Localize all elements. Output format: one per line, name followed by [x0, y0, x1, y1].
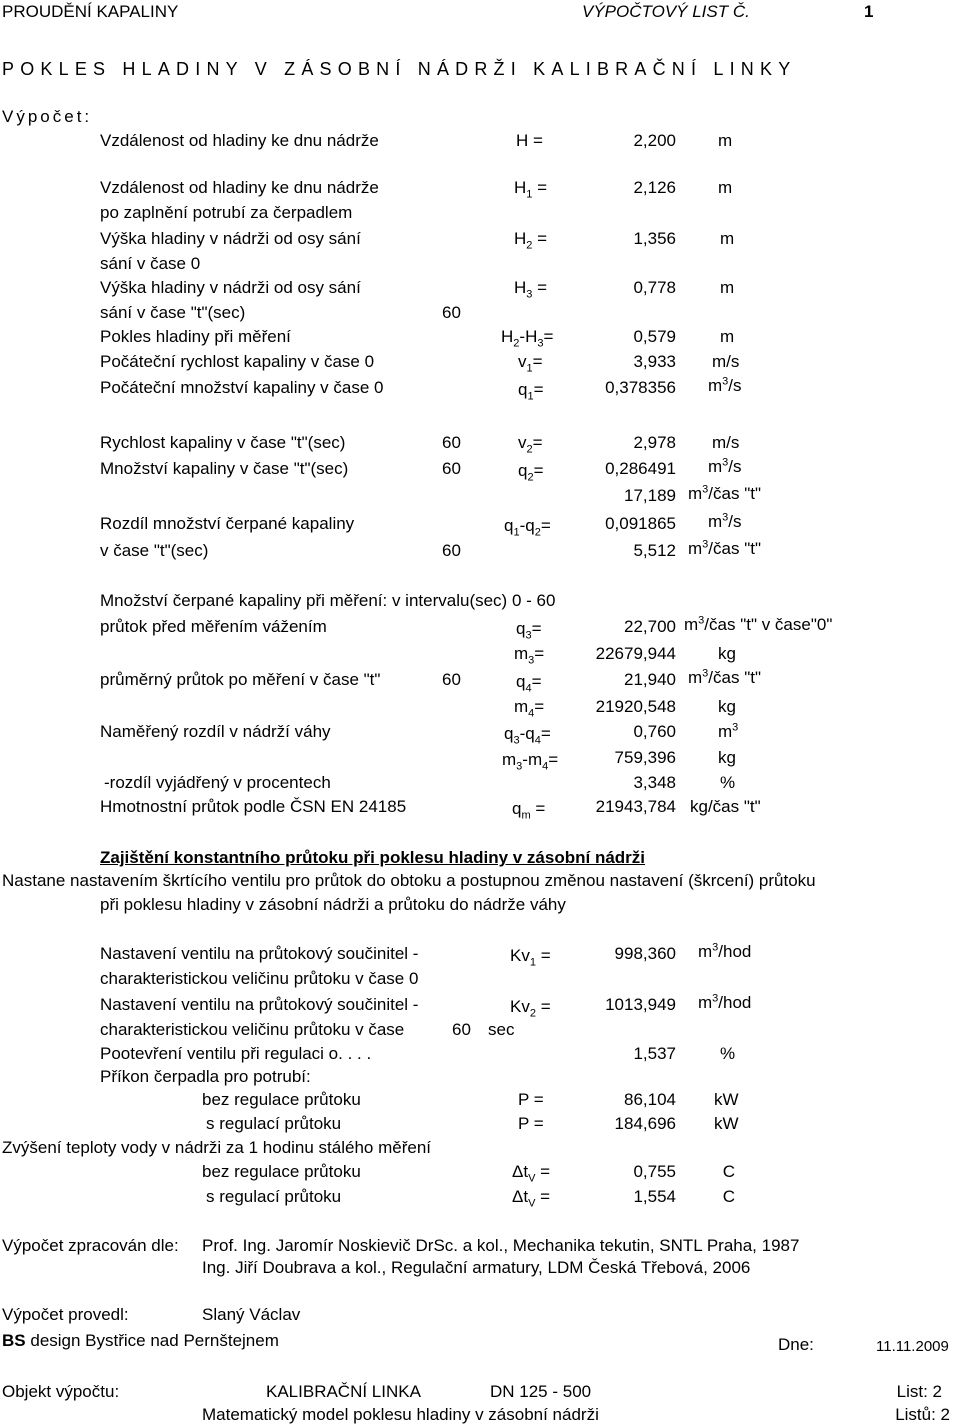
section-heading: Zajištění konstantního průtoku při poklesu hladiny v zásobní nádrži [100, 848, 646, 867]
drop-symbol: $H_2-H_3=$ [501, 327, 554, 350]
q3-symbol: $q_3=$ [516, 619, 542, 642]
h-value: 2,200 [633, 131, 676, 150]
measure-label: Množství čerpané kapaliny při měření: v intervalu(sec) 0 - 60 [100, 591, 556, 610]
p1-unit: kW [714, 1090, 739, 1109]
kv2-symbol: $Kv_2$ = [510, 997, 551, 1020]
t2-symbol: $\Delta t_V$ = [512, 1187, 551, 1210]
v1-symbol: $v_1=$ [518, 352, 543, 375]
h2-value: 1,356 [633, 229, 676, 248]
date-value: 11.11.2009 [876, 1338, 949, 1355]
qm-symbol: $q_m$ = [512, 799, 546, 822]
v2-label: Rychlost kapaliny v čase "t"(sec) [100, 433, 346, 452]
q2-symbol: $q_2=$ [518, 461, 544, 484]
kv2-time: 60 [452, 1020, 471, 1039]
q4-label: průměrný průtok po měření v čase "t" [100, 670, 381, 689]
qm-unit: kg/čas "t" [690, 797, 761, 816]
sheet-list: List: 2 [896, 1382, 942, 1401]
author-label: Výpočet provedl: [2, 1305, 129, 1324]
kv2-label-2: charakteristickou veličinu průtoku v čase [100, 1020, 405, 1039]
q3-label: průtok před měřením vážením [100, 617, 327, 636]
paragraph-line-2: při poklesu hladiny v zásobní nádrži a průtoku do nádrže váhy [100, 895, 566, 914]
t2-unit: C [722, 1187, 736, 1206]
header-left: PROUDĚNÍ KAPALINY [2, 2, 179, 21]
h1-label-2: po zaplnění potrubí za čerpadlem [100, 203, 353, 222]
h3-unit: m [720, 278, 735, 297]
sheet-count: Listů: 2 [895, 1405, 950, 1424]
p2-value: 184,696 [614, 1114, 676, 1133]
q4-unit: $m^3$/čas "t" [688, 667, 761, 687]
reference-1: Prof. Ing. Jaromír Noskievič DrSc. a kol., Mechanika tekutin, SNTL Praha, 1987 [202, 1236, 800, 1255]
drop-value: 0,579 [633, 327, 676, 346]
dq-symbol: $q_1-q_2=$ [504, 516, 551, 539]
open-label: Pootevření ventilu při regulaci o. . . . [100, 1044, 372, 1063]
reference-label: Výpočet zpracován dle: [2, 1236, 179, 1255]
kv2-label: Nastavení ventilu na průtokový součinitel - [100, 995, 419, 1014]
v2-value: 2,978 [633, 433, 676, 452]
dm-unit: kg [718, 748, 736, 767]
pct-unit: % [720, 773, 736, 792]
q1-value: 0,378356 [605, 378, 676, 397]
q4-value: 21,940 [624, 670, 676, 689]
h2-label: Výška hladiny v nádrži od osy sání [100, 229, 361, 248]
h3-value: 0,778 [633, 278, 676, 297]
m3-symbol: $m_3=$ [514, 644, 545, 667]
dv-label: Naměřený rozdíl v nádrží váhy [100, 722, 331, 741]
m4-symbol: $m_4=$ [514, 697, 545, 720]
v1-unit: m/s [712, 352, 740, 371]
dqb-unit: $m^3$/čas "t" [688, 538, 761, 558]
company-line [2, 1331, 279, 1351]
h1-value: 2,126 [633, 178, 676, 197]
object-label: Objekt výpočtu: [2, 1382, 120, 1401]
q3-value: 22,700 [624, 617, 676, 636]
company-name: design Bystřice nad Pernštejnem [30, 1331, 279, 1350]
dm-symbol: $m_3-m_4=$ [502, 750, 559, 773]
v1-value: 3,933 [633, 352, 676, 371]
p1-symbol: P = [518, 1090, 544, 1109]
h3-label-2: sání v čase "t"(sec) [100, 303, 246, 322]
kv1-symbol: $Kv_1$ = [510, 946, 551, 969]
company-logo: BS [2, 1331, 26, 1350]
h-label: Vzdálenost od hladiny ke dnu nádrže [100, 131, 379, 150]
v1-label: Počáteční rychlost kapaliny v čase 0 [100, 352, 375, 371]
q1-label: Počáteční množství kapaliny v čase 0 [100, 378, 384, 397]
h3-symbol: $H_3$ = [514, 278, 548, 301]
h2-symbol: $H_2$ = [514, 229, 548, 252]
dq-unit: $m^3/s$ [708, 511, 742, 531]
object-subtitle: Matematický model poklesu hladiny v zásobní nádrži [202, 1405, 599, 1424]
kv2-sec: sec [488, 1020, 515, 1039]
dq-label-2: v čase "t"(sec) [100, 541, 209, 560]
q3-unit: $m^3$/čas "t" v čase"0" [684, 614, 833, 634]
h1-label: Vzdálenost od hladiny ke dnu nádrže [100, 178, 379, 197]
kv2-value: 1013,949 [605, 995, 676, 1014]
v2-symbol: $v_2=$ [518, 433, 543, 456]
p1-label: bez regulace průtoku [202, 1090, 361, 1109]
t1-label: bez regulace průtoku [202, 1162, 361, 1181]
m3-unit: kg [718, 644, 736, 663]
m4-value: 21920,548 [595, 697, 676, 716]
q2b-unit: $m^3$/čas "t" [688, 483, 761, 503]
header-center: VÝPOČTOVÝ LIST Č. [582, 2, 750, 21]
h3-time: 60 [442, 303, 461, 322]
m4-unit: kg [718, 697, 736, 716]
q1-symbol: $q_1=$ [518, 380, 544, 403]
reference-2: Ing. Jiří Doubrava a kol., Regulační armatury, LDM Česká Třebová, 2006 [202, 1258, 751, 1277]
h2-label-2: sání v čase 0 [100, 254, 201, 273]
kv1-label-2: charakteristickou veličinu průtoku v čase 0 [100, 969, 419, 988]
section-label: Výpočet: [2, 107, 93, 126]
q2-time: 60 [442, 459, 461, 478]
q4-symbol: $q_4=$ [516, 672, 542, 695]
p2-symbol: P = [518, 1114, 544, 1133]
kv2-unit: $m^3$/hod [698, 992, 752, 1012]
v2-time: 60 [442, 433, 461, 452]
paragraph-line-1: Nastane nastavením škrtícího ventilu pro průtok do obtoku a postupnou změnou nastavení (škrcení) průtoku [2, 871, 816, 890]
temp-label: Zvýšení teploty vody v nádrži za 1 hodinu stálého měření [2, 1138, 432, 1157]
date-label: Dne: [778, 1335, 814, 1354]
open-unit: % [720, 1044, 736, 1063]
pct-label: -rozdíl vyjádřený v procentech [104, 773, 331, 792]
page-title: POKLES HLADINY V ZÁSOBNÍ NÁDRŽI KALIBRAČNÍ LINKY [2, 59, 797, 79]
q2-label: Množství kapaliny v čase "t"(sec) [100, 459, 349, 478]
t1-unit: C [722, 1162, 736, 1181]
p1-value: 86,104 [624, 1090, 676, 1109]
h2-unit: m [720, 229, 735, 248]
pct-value: 3,348 [633, 773, 676, 792]
h3-label: Výška hladiny v nádrži od osy sání [100, 278, 361, 297]
m3-value: 22679,944 [595, 644, 676, 663]
h-unit: m [718, 131, 733, 150]
v2-unit: m/s [712, 433, 740, 452]
kv1-label: Nastavení ventilu na průtokový součinitel - [100, 944, 419, 963]
t1-value: 0,755 [633, 1162, 676, 1181]
h-symbol: H = [516, 131, 543, 150]
dqb-value: 5,512 [633, 541, 676, 560]
q2b-value: 17,189 [624, 486, 676, 505]
q4-time: 60 [442, 670, 461, 689]
open-value: 1,537 [633, 1044, 676, 1063]
t2-value: 1,554 [633, 1187, 676, 1206]
p2-label: s regulací průtoku [206, 1114, 342, 1133]
p2-unit: kW [714, 1114, 739, 1133]
drop-label: Pokles hladiny při měření [100, 327, 291, 346]
author-name: Slaný Václav [202, 1305, 301, 1324]
dv-value: 0,760 [633, 722, 676, 741]
drop-unit: m [720, 327, 735, 346]
sheet-number: 1 [864, 2, 874, 21]
q2-unit: $m^3/s$ [708, 456, 742, 476]
dm-value: 759,396 [614, 748, 676, 767]
q2-value: 0,286491 [605, 459, 676, 478]
kv1-unit: $m^3$/hod [698, 941, 752, 961]
qm-label: Hmotnostní průtok podle ČSN EN 24185 [100, 797, 407, 816]
pump-label: Příkon čerpadla pro potrubí: [100, 1067, 311, 1086]
object-name: KALIBRAČNÍ LINKA [266, 1382, 421, 1401]
dv-unit: $m^3$ [718, 721, 739, 741]
object-dn: DN 125 - 500 [490, 1382, 592, 1401]
t1-symbol: $\Delta t_V$ = [512, 1162, 551, 1185]
h1-unit: m [718, 178, 733, 197]
q1-unit: $m^3/s$ [708, 375, 742, 395]
kv1-value: 998,360 [614, 944, 676, 963]
dv-symbol: $q_3-q_4=$ [504, 724, 551, 747]
qm-value: 21943,784 [595, 797, 676, 816]
h1-symbol: $H_1$ = [514, 178, 548, 201]
dq-value: 0,091865 [605, 514, 676, 533]
t2-label: s regulací průtoku [206, 1187, 342, 1206]
dq-label: Rozdíl množství čerpané kapaliny [100, 514, 355, 533]
dq-time: 60 [442, 541, 461, 560]
